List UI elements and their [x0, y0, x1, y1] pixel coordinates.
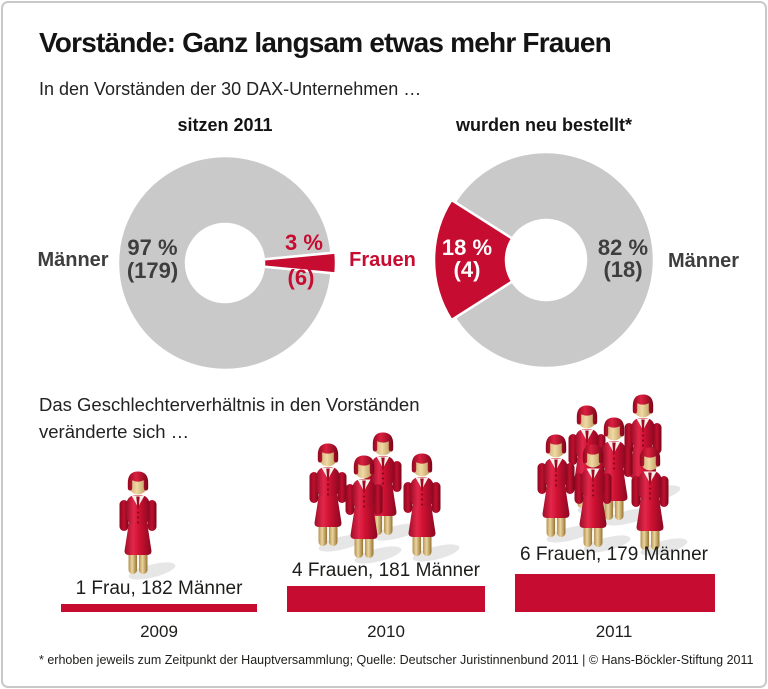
figure-group-2010 [278, 418, 498, 576]
left-donut-red-pct: 3 % [285, 230, 323, 255]
right-donut-red-values [423, 237, 511, 281]
left-donut-red-abs: (6) [287, 265, 315, 290]
year-label-2010: 2010 [367, 622, 405, 641]
label-maenner-left: Männer [37, 249, 109, 271]
value-label-2011: 6 Frauen, 179 Männer [519, 544, 708, 565]
value-label-2009: 1 Frau, 182 Männer [75, 578, 243, 599]
right-donut-title: wurden neu bestellt* [455, 115, 633, 135]
left-donut-title: sitzen 2011 [177, 115, 273, 135]
woman-figure [404, 454, 461, 566]
intro-text: In den Vorständen der 30 DAX-Unternehmen … [39, 79, 422, 99]
year-label-2011: 2011 [595, 622, 633, 641]
label-left-donut-gray-values [105, 236, 200, 282]
right-donut-gray-abs: (18) [603, 257, 643, 282]
figure-group-2011 [501, 381, 736, 561]
value-bar-2011 [515, 574, 715, 612]
year-label-2009: 2009 [140, 622, 178, 641]
label-frauen-center: Frauen [349, 249, 416, 271]
left-donut-gray-pct: 97 % [127, 235, 178, 260]
right-donut-red-pct: 18 % [441, 235, 493, 260]
label-maenner-right: Männer [667, 250, 740, 272]
figure-group-2009 [48, 453, 268, 585]
value-bar-2010 [287, 586, 485, 612]
footnote-source: * erhoben jeweils zum Zeitpunkt der Hauptversammlung; Quelle: Deutscher Juristinnenbund 2011 | © Hans-Böckler-Stiftung 2011 [39, 653, 754, 667]
right-donut-gray-pct: 82 % [597, 235, 649, 260]
section-heading-line1: Das Geschlechterverhältnis in den Vorständen [39, 394, 420, 415]
right-donut-gray-values [579, 237, 667, 281]
value-bar-2009 [61, 604, 257, 612]
page-title: Vorstände: Ganz langsam etwas mehr Frauen [39, 27, 611, 58]
woman-figure [120, 472, 177, 584]
infographic-card [1, 1, 767, 688]
woman-figure [632, 448, 689, 560]
right-donut-red-abs: (4) [453, 257, 481, 282]
left-donut-gray-abs: (179) [126, 258, 179, 283]
section-heading-line2: veränderte sich … [39, 421, 190, 442]
value-label-2010: 4 Frauen, 181 Männer [291, 560, 480, 581]
